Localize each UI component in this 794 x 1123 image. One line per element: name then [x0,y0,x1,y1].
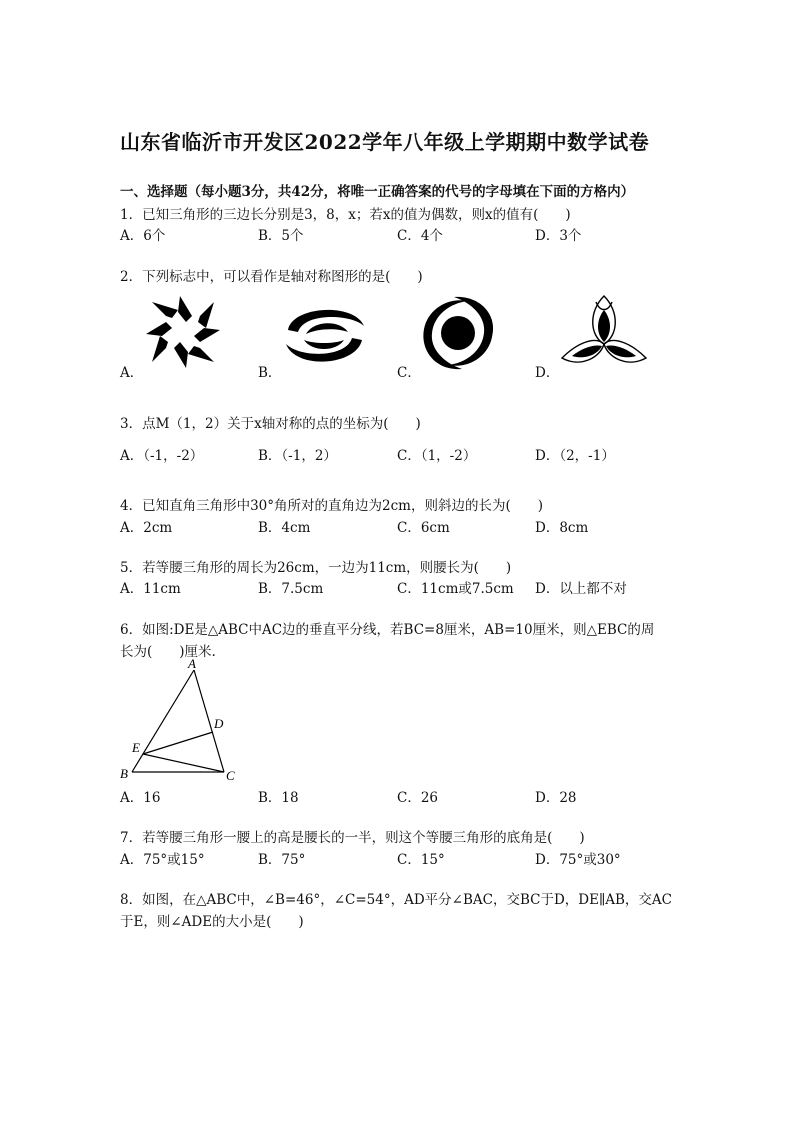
question-6-option-d: D．28 [535,790,577,806]
question-2-option-c: C． [397,365,421,381]
four-star-pinwheel-logo [142,292,224,372]
question-6-text-line-2: 长为( )厘米. [120,644,216,660]
question-3-option-d: D．（2，-1） [535,448,615,464]
side-ab [132,670,194,772]
question-5-option-a: A．11cm [120,581,181,597]
question-3-option-a: A．（-1，-2） [120,448,204,464]
question-7-option-d: D．75°或30° [535,852,621,868]
question-6-option-a: A．16 [120,790,161,806]
question-5-option-b: B．7.5cm [258,581,324,597]
question-2-option-d: D． [535,365,560,381]
exam-title: 山东省临沂市开发区2022学年八年级上学期期中数学试卷 [120,130,650,154]
question-1-option-c: C．4个 [397,228,443,244]
question-5-option-c: C．11cm或7.5cm [397,581,514,597]
split-ring-logo [282,300,368,372]
segment-de [143,732,213,754]
question-1-option-b: B．5个 [258,228,304,244]
label-b: B [120,766,128,781]
question-7-option-a: A．75°或15° [120,852,205,868]
question-6-text-line-1: 6．如图:DE是△ABC中AC边的垂直平分线，若BC=8厘米，AB=10厘米，则△EBC的周 [120,622,655,638]
question-2-option-a: A． [120,365,144,381]
segment-ec [143,754,224,772]
question-6-option-b: B．18 [258,790,299,806]
question-3-option-b: B．（-1，2） [258,448,337,464]
question-1-option-d: D．3个 [535,228,582,244]
three-petal-knot-logo [558,292,650,372]
question-4-option-a: A．2cm [120,520,173,536]
question-5-option-d: D．以上都不对 [535,581,627,597]
question-8-text-line-2: 于E，则∠ADE的大小是( ) [120,914,304,930]
section-heading: 一、选择题（每小题3分，共42分，将唯一正确答案的代号的字母填在下面的方格内） [120,184,635,200]
question-1-option-a: A．6个 [120,228,166,244]
question-4-option-c: C．6cm [397,520,450,536]
question-3-option-c: C．（1，-2） [397,448,477,464]
question-7-option-c: C．15° [397,852,445,868]
label-d: D [214,716,224,731]
question-4-text: 4．已知直角三角形中30°角所对的直角边为2cm，则斜边的长为( ) [120,498,544,514]
question-4-option-d: D．8cm [535,520,589,536]
question-2-text: 2．下列标志中，可以看作是轴对称图形的是( ) [120,269,423,285]
question-8-text-line-1: 8．如图，在△ABC中，∠B=46°，∠C=54°，AD平分∠BAC，交BC于D，DE∥AB，交AC [120,892,672,908]
label-a: A [188,656,196,671]
swirl-circle-logo [418,293,498,373]
question-7-text: 7．若等腰三角形一腰上的高是腰长的一半，则这个等腰三角形的底角是( ) [120,830,585,846]
label-c: C [226,768,235,783]
question-5-text: 5．若等腰三角形的周长为26cm，一边为11cm，则腰长为( ) [120,560,512,576]
label-e: E [132,740,140,755]
question-7-option-b: B．75° [258,852,306,868]
question-6-option-c: C．26 [397,790,439,806]
question-3-text: 3．点M（1，2）关于x轴对称的点的坐标为( ) [120,416,421,432]
question-1-text: 1．已知三角形的三边长分别是3，8，x；若x的值为偶数，则x的值有( ) [120,207,571,223]
question-2-option-b: B． [258,365,282,381]
triangle-abc-figure [116,656,246,784]
question-4-option-b: B．4cm [258,520,311,536]
